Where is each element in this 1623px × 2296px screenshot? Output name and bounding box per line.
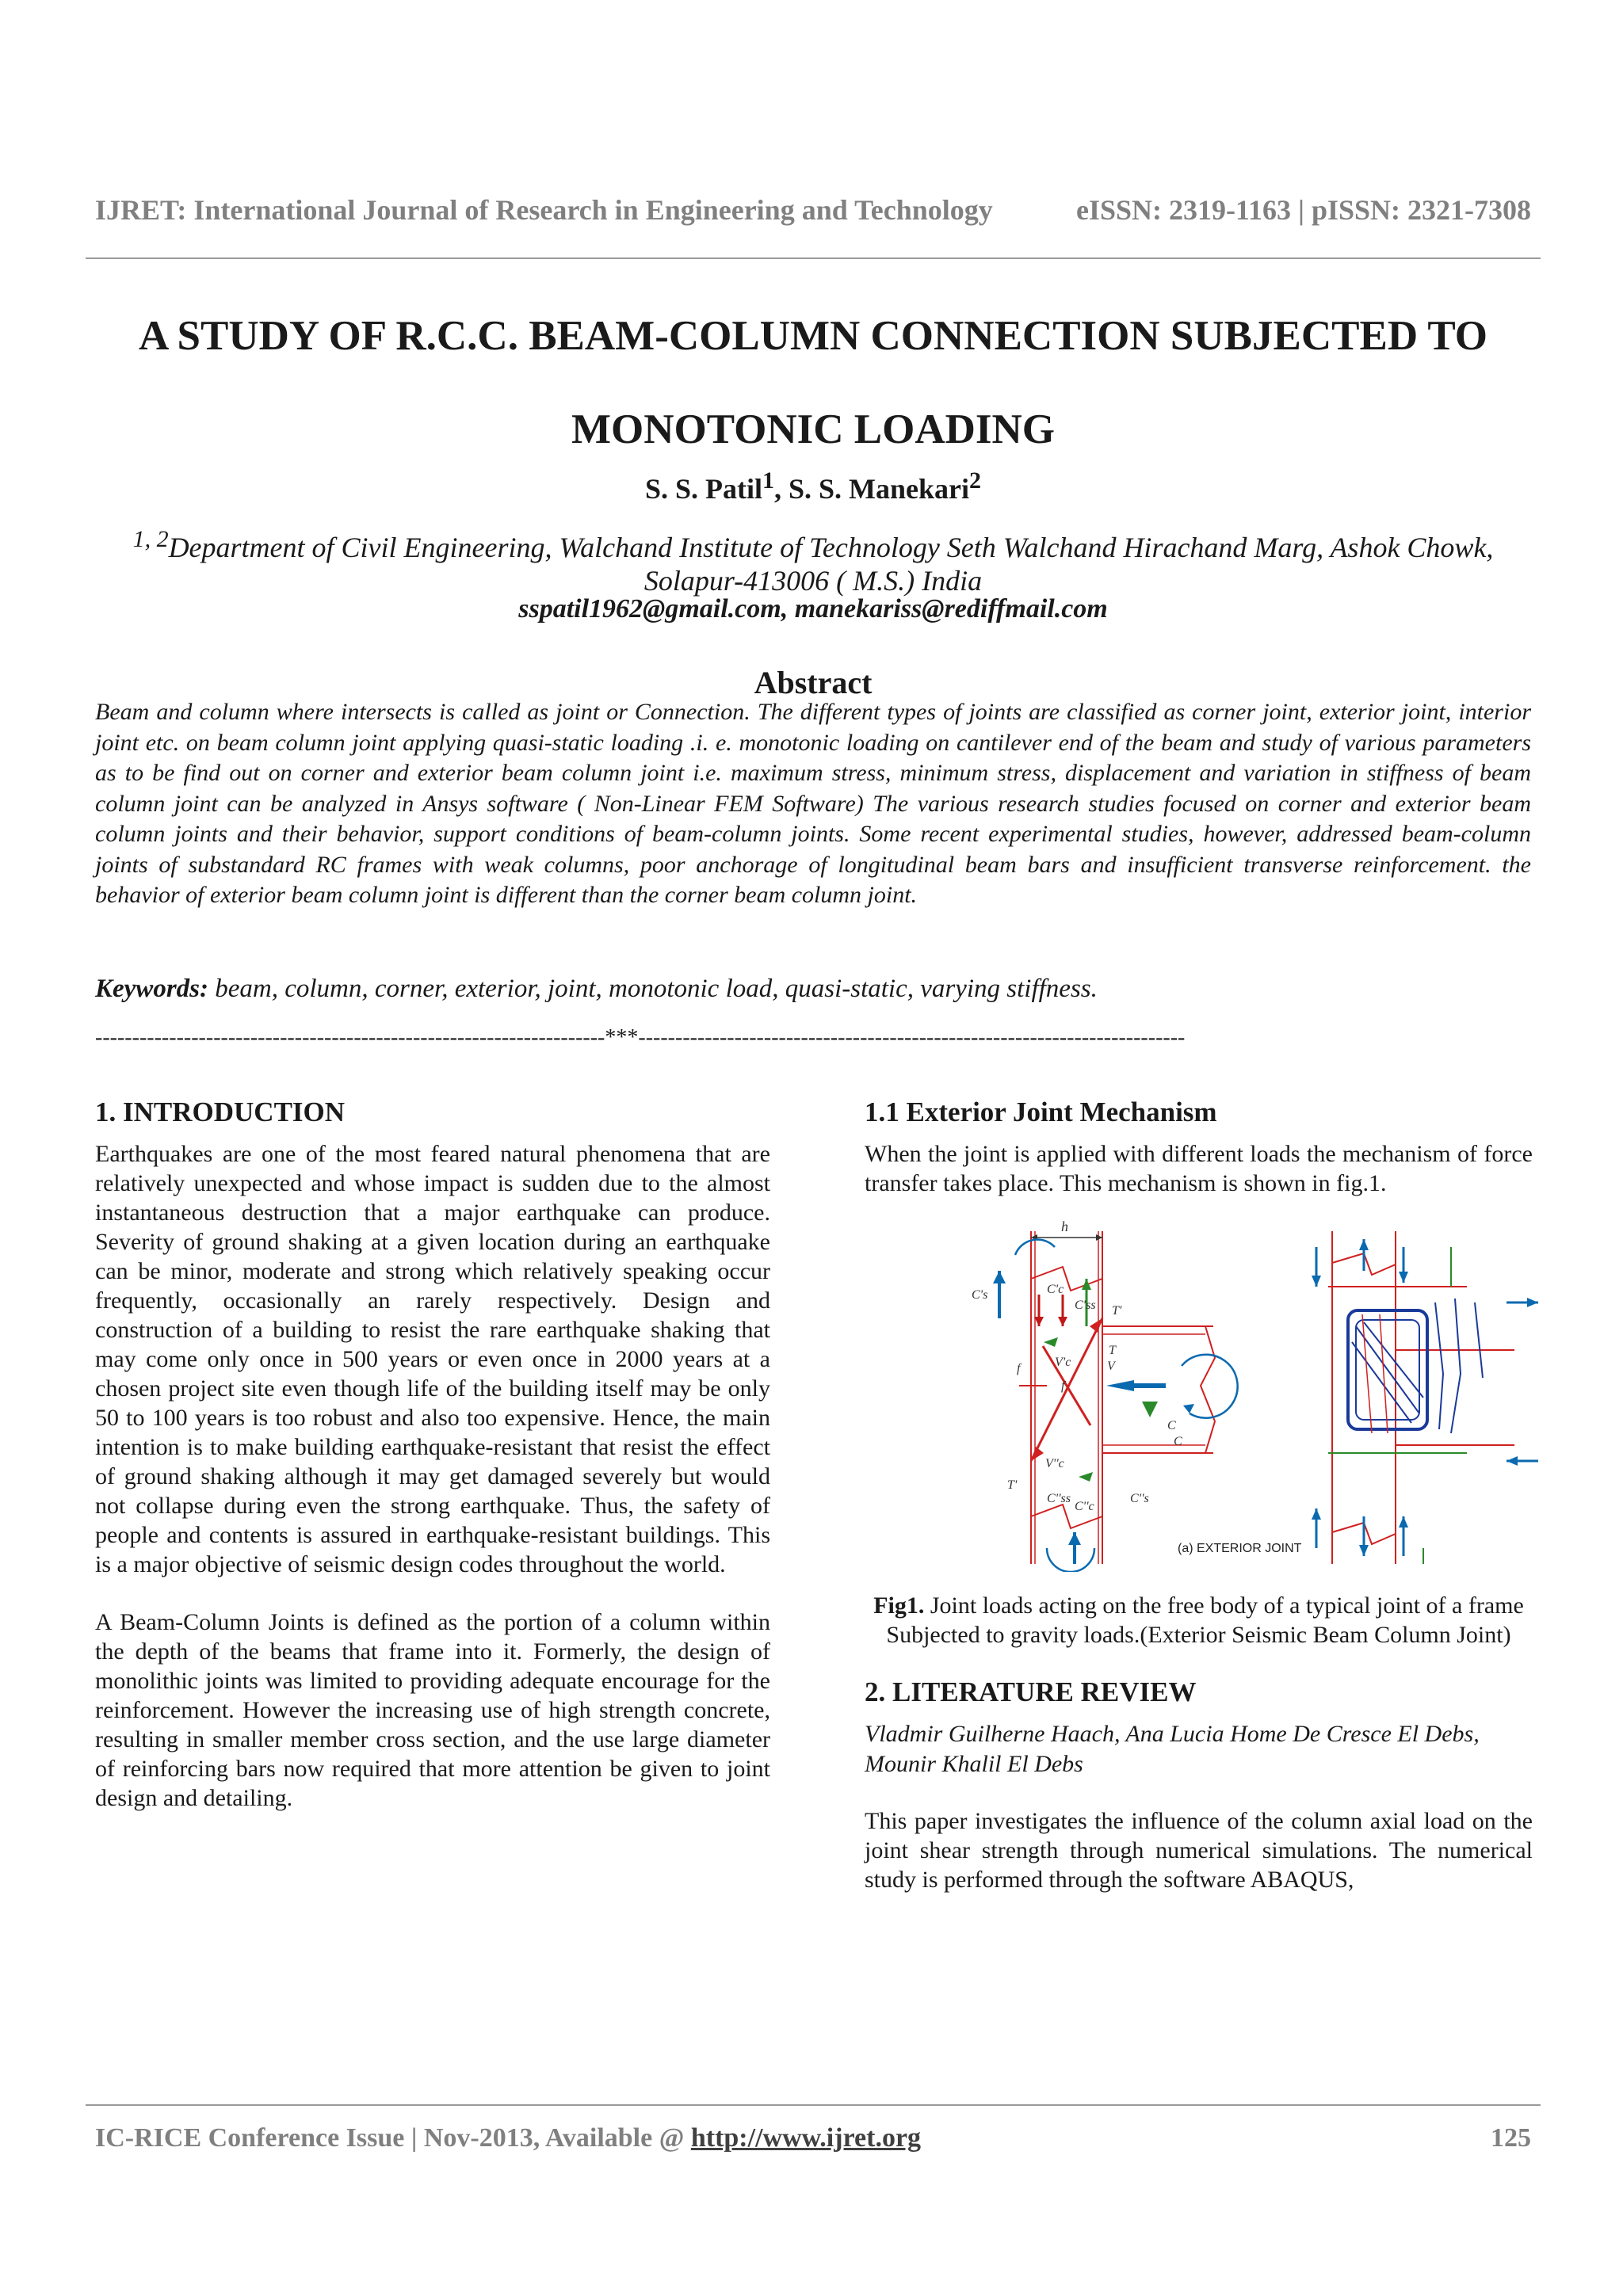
author-2: S. S. Manekari	[789, 473, 970, 505]
intro-paragraph-2: A Beam-Column Joints is defined as the portion of a column within the depth of the beams that frame into it. Formerly, the design of monolithic joints was limited to providing adequate encourage for the reinforcement. However the increasing use of high strength concrete, resulting in smaller member cross section, and the use large diameter of reinforcing bars now required that more attention be given to joint design and detailing.	[95, 1609, 770, 1811]
running-footer	[95, 2123, 1531, 2153]
intro-heading: 1. INTRODUCTION	[95, 1097, 346, 1127]
figure-1	[928, 1215, 1546, 1572]
affiliation-line-2: Solapur-413006 ( M.S.) India	[643, 565, 983, 597]
issn: eISSN: 2319-1163 | pISSN: 2321-7308	[1076, 194, 1531, 226]
abstract-heading: Abstract	[754, 665, 873, 700]
label-hc: h	[1061, 1219, 1068, 1234]
author-1-sup: 1	[762, 467, 774, 494]
paper-title	[95, 289, 1531, 476]
literature-heading: 2. LITERATURE REVIEW	[865, 1676, 1197, 1707]
label-cs2: C	[1174, 1435, 1182, 1448]
caption-label: Fig1.	[873, 1592, 925, 1619]
figure-1-caption	[865, 1591, 1533, 1650]
page-number: 125	[1491, 2123, 1531, 2153]
label-vc2: V''c	[1045, 1457, 1064, 1470]
intro-paragraph-1: Earthquakes are one of the most feared natural phenomena that are relatively unexpected and whose impact is sudden due to the almost instantaneous destruction that a major earthquake can produce. Severity of ground shaking at a given location during an earthquake can be minor, moderate and strong which relatively speaking occur frequently, occasionally an rarely respectively. Design and construction of a building to resist the rare earthquake shaking that may come only once in 500 years or even once in 2000 years at a chosen project site even though life of the building itself may be only 50 to 100 years is too robust and also too expensive. Hence, the main intention is to make building earthquake-resistant that resist the effect of ground shaking although it may get damaged severely but would not collapse during even the strong earthquake. Thus, the safety of people and contents is assured in earthquake-resistant buildings. This is a major objective of seismic design codes throughout the world.	[95, 1141, 770, 1577]
label-fc: f	[1017, 1362, 1021, 1375]
label-cs3: C''s	[1130, 1492, 1149, 1505]
label-css: C'ss	[1075, 1299, 1096, 1312]
label-cc3: C''c	[1075, 1500, 1094, 1513]
left-column	[95, 1097, 770, 1813]
exterior-joint-free-body	[972, 1219, 1302, 1572]
footer-text: IC-RICE Conference Issue | Nov-2013, Available @	[95, 2123, 691, 2153]
label-vb: V	[1107, 1360, 1115, 1373]
section-1-1-paragraph: When the joint is applied with different loads the mechanism of force transfer takes place. This mechanism is shown in fig.1.	[865, 1141, 1533, 1196]
authors	[95, 467, 1531, 505]
label-t3: T'	[1007, 1478, 1018, 1492]
joint-mechanism-diagram	[928, 1215, 1546, 1572]
svg-text:h	[1061, 1219, 1068, 1234]
affiliation	[95, 523, 1531, 597]
section-1-1-heading: 1.1 Exterior Joint Mechanism	[865, 1097, 1217, 1127]
keywords-label: Keywords:	[95, 974, 208, 1003]
header-rule	[86, 257, 1541, 259]
abstract-body: Beam and column where intersects is called as joint or Connection. The different types of joints are classified as corner joint, exterior joint, interior joint etc. on beam column joint applying quasi-static loading .i. e. monotonic loading on cantilever end of the beam and study of various parameters as to be find out on corner and exterior beam column joint i.e. maximum stress, minimum stress, displacement and variation in stiffness of beam column joint can be analyzed in Ansys software ( Non-Linear FEM Software) The various research studies focused on corner and exterior beam column joints and their behavior, support conditions of beam-column joints. Some recent experimental studies, however, addressed beam-column joints of substandard RC frames with weak columns, poor anchorage of longitudinal beam bars and insufficient transverse reinforcement. the behavior of exterior beam column joint is different than the corner beam column joint.	[95, 699, 1531, 908]
label-t2: T	[1109, 1344, 1116, 1357]
affiliation-line-1: Department of Civil Engineering, Walchand Institute of Technology Seth Walchand Hirachand Marg, Ashok Chowk,	[168, 532, 1494, 563]
reinforcement-crack-pattern	[1312, 1231, 1538, 1564]
caption-text: Joint loads acting on the free body of a typical joint of a frame Subjected to gravity loads.(Exterior Seismic Beam Column Joint)	[886, 1592, 1524, 1648]
label-t1: T'	[1112, 1304, 1122, 1318]
keywords	[95, 974, 1531, 1004]
label-vc: V'c	[1055, 1356, 1071, 1369]
author-separator: ,	[774, 473, 789, 505]
author-emails: sspatil1962@gmail.com, manekariss@rediffmail.com	[518, 594, 1108, 624]
section-separator: ---------------------------------------------------------------------***--------------------------------------------------------------------------	[95, 1025, 1186, 1050]
title-line-1: A STUDY OF R.C.C. BEAM-COLUMN CONNECTION SUBJECTED TO	[138, 313, 1488, 359]
journal-name: IJRET: International Journal of Research in Engineering and Technology	[95, 194, 993, 226]
literature-paragraph: This paper investigates the influence of the column axial load on the joint shear strength through numerical simulations. The numerical study is performed through the software ABAQUS,	[865, 1808, 1533, 1893]
label-cs: C's	[972, 1288, 988, 1302]
running-header	[95, 193, 1531, 227]
journal-link[interactable]: http://www.ijret.org	[690, 2123, 922, 2153]
label-cc2: C	[1167, 1419, 1176, 1432]
label-cc: C'c	[1047, 1283, 1064, 1296]
label-ft: f	[1061, 1379, 1065, 1393]
affiliation-sup: 1, 2	[132, 526, 169, 552]
right-column	[865, 1097, 1533, 1894]
footer-rule	[86, 2104, 1541, 2106]
title-line-2: MONOTONIC LOADING	[571, 406, 1056, 452]
keywords-text: beam, column, corner, exterior, joint, monotonic load, quasi-static, varying stiffness.	[208, 974, 1098, 1003]
label-css2: C''ss	[1047, 1492, 1071, 1505]
label-exterior-joint: (a) EXTERIOR JOINT	[1178, 1542, 1302, 1555]
author-2-sup: 2	[969, 467, 982, 494]
literature-authors: Vladmir Guilherne Haach, Ana Lucia Home De Cresce El Debs, Mounir Khalil El Debs	[865, 1721, 1480, 1777]
author-1: S. S. Patil	[644, 473, 762, 505]
